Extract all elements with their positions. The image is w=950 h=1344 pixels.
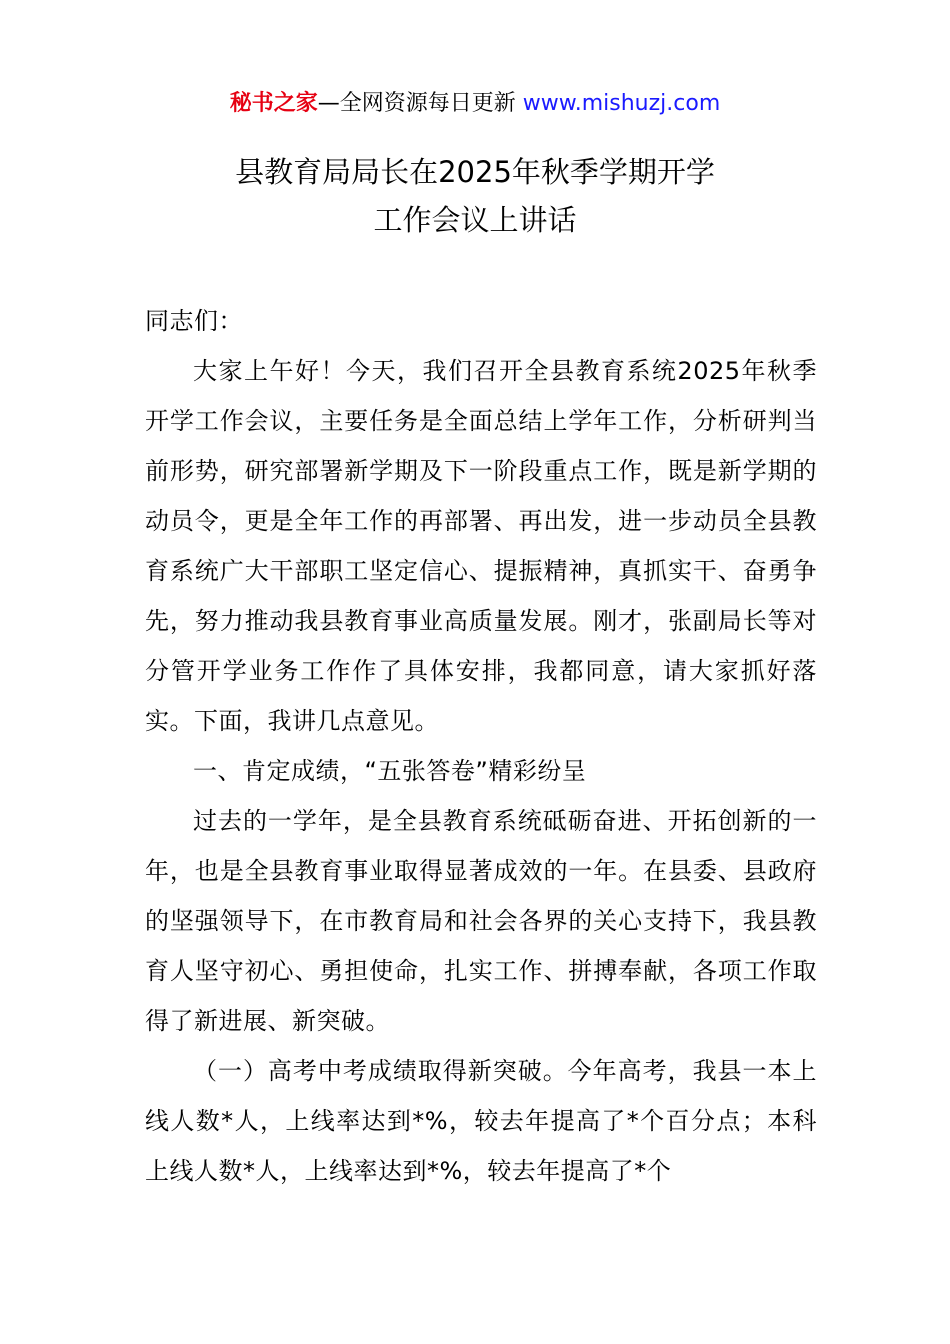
site-tagline: —全网资源每日更新 <box>317 91 523 116</box>
section-heading-1: 一、肯定成绩，“五张答卷”精彩纷呈 <box>193 757 587 785</box>
document-body <box>145 296 817 1196</box>
paragraph-review: 过去的一学年，是全县教育系统砥砺奋进、开拓创新的一年，也是全县教育事业取得显著成效的一年。在县委、县政府的坚强领导下，在市教育局和社会各界的关心支持下，我县教育人坚守初心、勇担使命，扎实工作、拼搏奉献，各项工作取得了新进展、新突破。 <box>145 807 817 1035</box>
site-header <box>0 88 950 120</box>
site-url-link[interactable]: www.mishuzj.com <box>522 91 721 116</box>
title-line-2: 工作会议上讲话 <box>373 203 577 237</box>
site-brand: 秘书之家 <box>229 91 318 116</box>
salutation: 同志们： <box>145 307 243 335</box>
title-line-1: 县教育局局长在2025年秋季学期开学 <box>235 155 715 189</box>
paragraph-opening: 大家上午好！今天，我们召开全县教育系统2025年秋季开学工作会议，主要任务是全面总结上学年工作，分析研判当前形势，研究部署新学期及下一阶段重点工作，既是新学期的动员令，更是全年工作的再部署、再出发，进一步动员全县教育系统广大干部职工坚定信心、提振精神，真抓实干、奋勇争先，努力推动我县教育事业高质量发展。刚才，张副局长等对分管开学业务工作作了具体安排，我都同意，请大家抓好落实。下面，我讲几点意见。 <box>145 357 817 735</box>
paragraph-exam-results: （一）高考中考成绩取得新突破。今年高考，我县一本上线人数*人，上线率达到*%，较去年提高了*个百分点；本科上线人数*人，上线率达到*%，较去年提高了*个 <box>145 1057 817 1185</box>
document-title <box>0 148 950 244</box>
